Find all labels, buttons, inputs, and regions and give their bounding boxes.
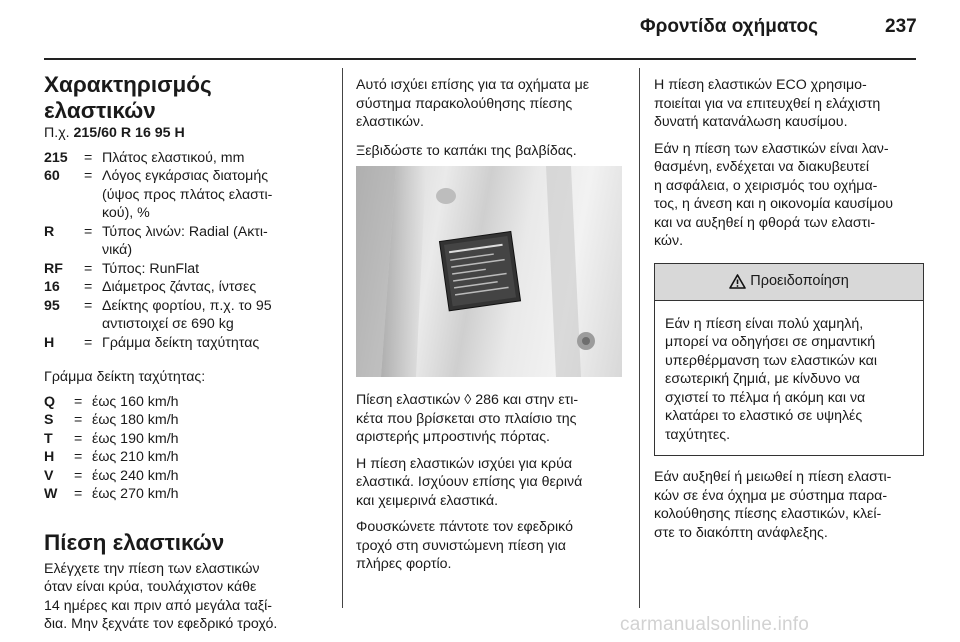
text-line: κών σε ένα όχημα με σύστημα παρα- [654,487,888,504]
speed-key: Q [44,393,56,410]
speed-value: έως 180 km/h [92,412,179,428]
page-header-title: Φροντίδα οχήματος [640,16,818,37]
speed-value: έως 240 km/h [92,467,179,484]
paragraph-spare-wheel [356,518,624,574]
spec-row [44,278,329,297]
column-divider-1 [342,68,343,608]
text-line: Εάν η πίεση είναι πολύ χαμηλή, [665,315,864,332]
text-line: και να αυξηθεί η φθορά των ελαστι- [654,214,876,231]
spec-key: 60 [44,168,60,184]
spec-value [102,260,329,279]
text-line: Φουσκώνετε πάντοτε τον εφεδρικό [356,519,573,535]
watermark: carmanualsonline.info [620,614,810,635]
text-line: κών. [654,233,684,249]
text-line: τος, η άνεση και η οικονομία καυσίμου [654,196,894,212]
spec-row [44,260,329,279]
text-line: μπορεί να οδηγήσει σε σημαντική [665,334,876,350]
column-2 [356,76,624,582]
spec-row [44,334,329,353]
speed-eq: = [74,467,83,484]
tyre-example [44,124,329,143]
paragraph-wrong-pressure [654,140,924,251]
text-line: ποιείται για να επιτευχθεί η ελάχιστη [654,95,881,112]
column-1 [44,72,329,634]
spec-eq: = [84,279,93,295]
heading-tyre-designation: Χαρακτηρισμός ελαστικών [44,72,212,123]
spec-eq: = [84,334,93,351]
text-line: ελαστικά. Ισχύουν επίσης για θερινά [356,474,583,490]
text-line: τροχό στη συνιστώμενη πίεση για [356,537,566,554]
spec-row [44,223,329,260]
column-divider-2 [639,68,640,608]
text-line: ταχύτητες. [665,426,731,443]
speed-key: T [44,430,53,447]
speed-key: S [44,412,54,428]
text-line: ελαστικών. [356,114,424,130]
text-line: Ελέγχετε την πίεση των ελαστικών [44,560,260,577]
speed-value: έως 160 km/h [92,393,179,410]
example-prefix: Π.χ. [44,125,70,141]
spec-key: 16 [44,279,60,295]
column-3 [654,76,924,550]
text-line: και χειμερινά ελαστικά. [356,492,499,509]
spec-key: 95 [44,297,60,314]
speed-eq: = [74,393,83,410]
page-number: 237 [885,16,917,37]
spec-eq: = [84,223,93,240]
speed-row [44,448,329,467]
spec-line: Τύπος: RunFlat [102,260,200,277]
speed-row [44,393,329,412]
spec-row [44,297,329,334]
door-pillar-label-photo [356,166,622,377]
warning-triangle-icon [729,274,746,289]
paragraph-cold-tyres [356,455,624,511]
spec-value [102,223,329,260]
spec-value [102,149,329,168]
paragraph-pressure-ref [356,391,624,447]
text-line: δια. Μην ξεχνάτε τον εφεδρικό τροχό. [44,616,278,632]
spec-line: νικά) [102,242,133,258]
speed-value: έως 210 km/h [92,449,179,465]
spec-value [102,167,329,223]
speed-value: έως 190 km/h [92,430,179,447]
spec-key: 215 [44,149,68,166]
speed-row [44,411,329,430]
speed-row [44,430,329,449]
text-line: πλήρες φορτίο. [356,556,452,572]
door-pillar-illustration [356,166,622,377]
text-line: σχιστεί το πέλμα ή ακόμη και να [665,389,866,406]
text-line: θασμένη, ενδέχεται να διακυβευτεί [654,159,869,175]
spec-line: Γράμμα δείκτη ταχύτητας [102,334,260,351]
text-line: Η πίεση ελαστικών ECO χρησιμο- [654,77,867,93]
spec-key: RF [44,260,63,277]
text-line: Η πίεση ελαστικών ισχύει για κρύα [356,455,573,472]
spec-value [102,334,329,353]
text-line: Εάν η πίεση των ελαστικών είναι λαν- [654,140,889,157]
paragraph-eco-pressure [654,76,924,132]
text-line: 14 ημέρες και πριν από μεγάλα ταξί- [44,597,273,614]
text-line: Εάν αυξηθεί ή μειωθεί η πίεση ελαστι- [654,469,892,485]
spec-eq: = [84,297,93,314]
text-line: Πίεση ελαστικών ◊ 286 και στην ετι- [356,392,579,408]
spec-eq: = [84,149,93,166]
spec-line: Πλάτος ελαστικού, mm [102,149,245,166]
text-line: κλατάρει το ελαστικό σε υψηλές [665,408,863,424]
speed-intro: Γράμμα δείκτη ταχύτητας: [44,369,206,385]
spec-line: (ύψος προς πλάτος ελαστι- [102,186,273,203]
paragraph-valve-cap: Ξεβιδώστε το καπάκι της βαλβίδας. [356,142,577,159]
spec-line: κού), % [102,205,150,221]
spec-value [102,278,329,297]
spec-line: Λόγος εγκάρσιας διατομής [102,168,269,184]
speed-eq: = [74,486,83,502]
spec-line: Τύπος λινών: Radial (Ακτι- [102,223,268,240]
text-line: στε το διακόπτη ανάφλεξης. [654,524,828,541]
warning-title: Προειδοποίηση [750,273,849,290]
speed-key: W [44,486,58,502]
text-line: υπερθέρμανση των ελαστικών και [665,352,878,369]
warning-box [654,263,924,457]
spec-line: Διάμετρος ζάντας, ίντσες [102,279,257,295]
spec-key: H [44,334,55,351]
example-code: 215/60 R 16 95 H [73,125,185,141]
text-line: σύστημα παρακολούθησης πίεσης [356,95,573,112]
pressure-paragraph [44,560,329,634]
text-line: κέτα που βρίσκεται στο πλαίσιο της [356,410,577,427]
speed-key: V [44,467,54,484]
text-line: κολούθησης πίεσης ελαστικών, κλεί- [654,506,882,522]
speed-eq: = [74,412,83,428]
speed-eq: = [74,430,83,447]
warning-header [655,264,923,301]
spec-line: Δείκτης φορτίου, π.χ. το 95 [102,297,272,314]
spec-row [44,167,329,223]
spec-line: αντιστοιχεί σε 690 kg [102,316,234,332]
speed-key: H [44,449,55,465]
warning-body [655,301,923,456]
header-rule [44,58,916,60]
text-line: Αυτό ισχύει επίσης για τα οχήματα με [356,77,590,93]
spec-eq: = [84,168,93,184]
spec-value [102,297,329,334]
text-line: δυνατή κατανάλωση καυσίμου. [654,114,848,130]
speed-value: έως 270 km/h [92,486,179,502]
heading-tyre-pressure: Πίεση ελαστικών [44,529,225,555]
paragraph-ignition [654,468,924,542]
text-line: εσωτερική ζημιά, με κίνδυνο να [665,371,860,387]
speed-eq: = [74,449,83,465]
speed-row [44,485,329,504]
spec-row [44,149,329,168]
spec-eq: = [84,260,93,277]
paragraph-tpms [356,76,624,132]
spec-key: R [44,223,55,240]
text-line: όταν είναι κρύα, τουλάχιστον κάθε [44,579,257,595]
speed-list [44,393,329,504]
speed-row [44,467,329,486]
text-line: αριστερής μπροστινής πόρτας. [356,429,550,445]
text-line: η ασφάλεια, ο χειρισμός του οχήμα- [654,177,878,194]
spec-list [44,149,329,353]
